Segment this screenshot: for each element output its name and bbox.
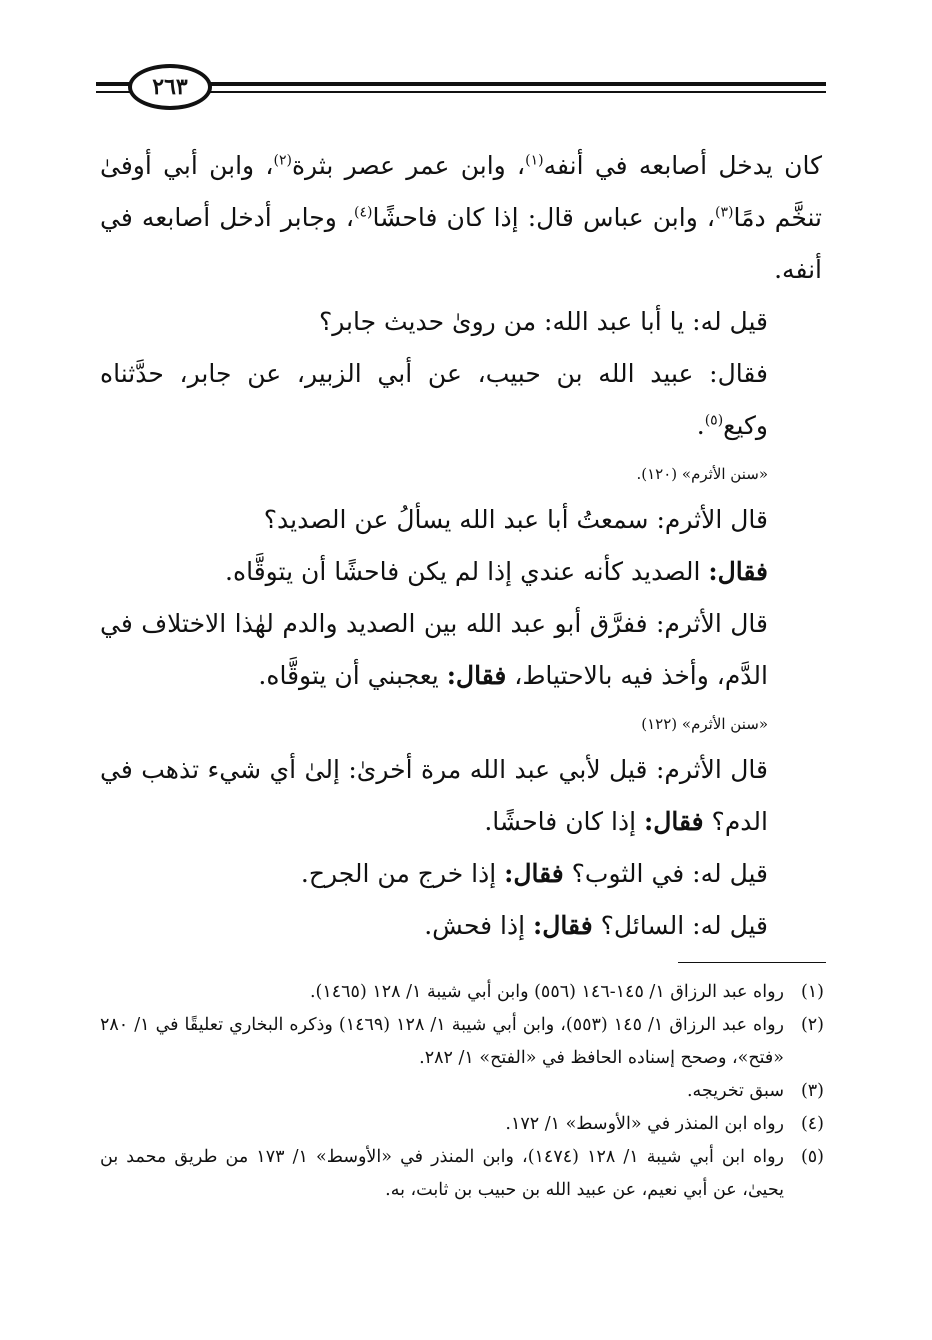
para9-text-b: إذا فحش.	[424, 911, 534, 940]
citation-2: «سنن الأثرم» (١٢٢)	[641, 715, 768, 733]
para1-text-b: ، وابن عمر عصر بثرة	[291, 151, 526, 180]
para1-text-e: ، وجابر أدخل أصابعه في أنفه.	[100, 203, 822, 284]
footnote-ref-4: (٤)	[354, 204, 373, 221]
para9-text-a: قيل له: السائل؟	[592, 911, 768, 940]
paragraph-8	[100, 848, 822, 900]
para6-text-b: يعجبني أن يتوقَّاه.	[258, 661, 447, 690]
para8-text-a: قيل له: في الثوب؟	[563, 859, 768, 888]
para3-text-b: .	[696, 411, 705, 440]
paragraph-3	[100, 348, 822, 452]
paragraph-7	[100, 744, 822, 848]
paragraph-4: قال الأثرم: سمعتُ أبا عبد الله يسألُ عن الصديد؟	[263, 505, 768, 534]
para5-text: الصديد كأنه عندي إذا لم يكن فاحشًا أن يتوقَّاه.	[225, 557, 709, 586]
footnote-number: (٤)	[800, 1114, 824, 1134]
footnote-text: رواه ابن المنذر في «الأوسط» ١/ ١٧٢.	[505, 1114, 784, 1134]
paragraph-1	[100, 140, 822, 296]
para3-text-a: فقال: عبيد الله بن حبيب، عن أبي الزبير، عن جابر، حدَّثناه وكيع	[100, 359, 768, 440]
para9-bold: فقال:	[533, 911, 593, 940]
main-text	[100, 140, 822, 952]
footnote-text: رواه ابن أبي شيبة ١/ ١٢٨ (١٤٧٤)، وابن المنذر في «الأوسط» ١/ ١٧٣ من طريق محمد بن يحيىٰ، عن أبي نعيم، عن عبيد الله بن حبيب بن ثابت، به.	[100, 1147, 784, 1200]
footnote-ref-1: (١)	[525, 152, 544, 169]
footnote-1	[100, 976, 824, 1009]
paragraph-9	[100, 900, 822, 952]
page-number: ٢٦٣	[128, 64, 212, 110]
para8-text-b: إذا خرج من الجرح.	[300, 859, 505, 888]
para1-text-a: كان يدخل أصابعه في أنفه	[543, 151, 823, 180]
footnote-number: (٢)	[800, 1015, 824, 1035]
para6-bold: فقال:	[446, 661, 507, 690]
paragraph-2: قيل له: يا أبا عبد الله: من روىٰ حديث جابر؟	[318, 307, 768, 336]
para8-bold: فقال:	[504, 859, 564, 888]
footnote-4	[100, 1108, 824, 1141]
paragraph-5	[100, 546, 822, 598]
para7-text-b: إذا كان فاحشًا.	[484, 807, 644, 836]
para7-bold: فقال:	[644, 807, 704, 836]
footnote-3	[100, 1075, 824, 1108]
citation-1: «سنن الأثرم» (١٢٠).	[636, 465, 768, 483]
footnote-text: رواه عبد الرزاق ١/ ١٤٥-١٤٦ (٥٥٦) وابن أبي شيبة ١/ ١٢٨ (١٤٦٥).	[309, 982, 784, 1002]
footnote-ref-2: (٢)	[273, 152, 292, 169]
page-header	[96, 64, 826, 124]
footnote-2	[100, 1009, 824, 1075]
footnote-text: سبق تخريجه.	[686, 1081, 784, 1101]
para1-text-c: ، وابن أبي أوفىٰ تنخَّم دمًا	[100, 151, 823, 232]
footnote-5	[100, 1141, 824, 1207]
footnote-number: (١)	[800, 982, 824, 1002]
para6-text-a: قال الأثرم: ففرَّق أبو عبد الله بين الصديد والدم لهٰذا الاختلاف في الدَّم، وأخذ فيه بالاحتياط،	[100, 609, 768, 690]
para1-text-d: ، وابن عباس قال: إذا كان فاحشًا	[372, 203, 715, 232]
footnote-ref-3: (٣)	[714, 204, 734, 221]
footnotes	[100, 976, 824, 1207]
footnote-separator	[678, 962, 826, 963]
footnote-number: (٥)	[800, 1147, 824, 1167]
paragraph-6	[100, 598, 822, 702]
footnote-text: رواه عبد الرزاق ١/ ١٤٥ (٥٥٣)، وابن أبي شيبة ١/ ١٢٨ (١٤٦٩) وذكره البخاري تعليقًا في ١/ ٢٨٠ «فتح»، وصحح إسناده الحافظ في «الفتح» ١/ ٢٨٢.	[100, 1015, 784, 1068]
footnote-number: (٣)	[800, 1081, 824, 1101]
para5-bold: فقال:	[708, 557, 768, 586]
para7-text-a: قال الأثرم: قيل لأبي عبد الله مرة أخرىٰ: إلىٰ أي شيء تذهب في الدم؟	[100, 755, 768, 836]
footnote-ref-5: (٥)	[704, 412, 724, 429]
